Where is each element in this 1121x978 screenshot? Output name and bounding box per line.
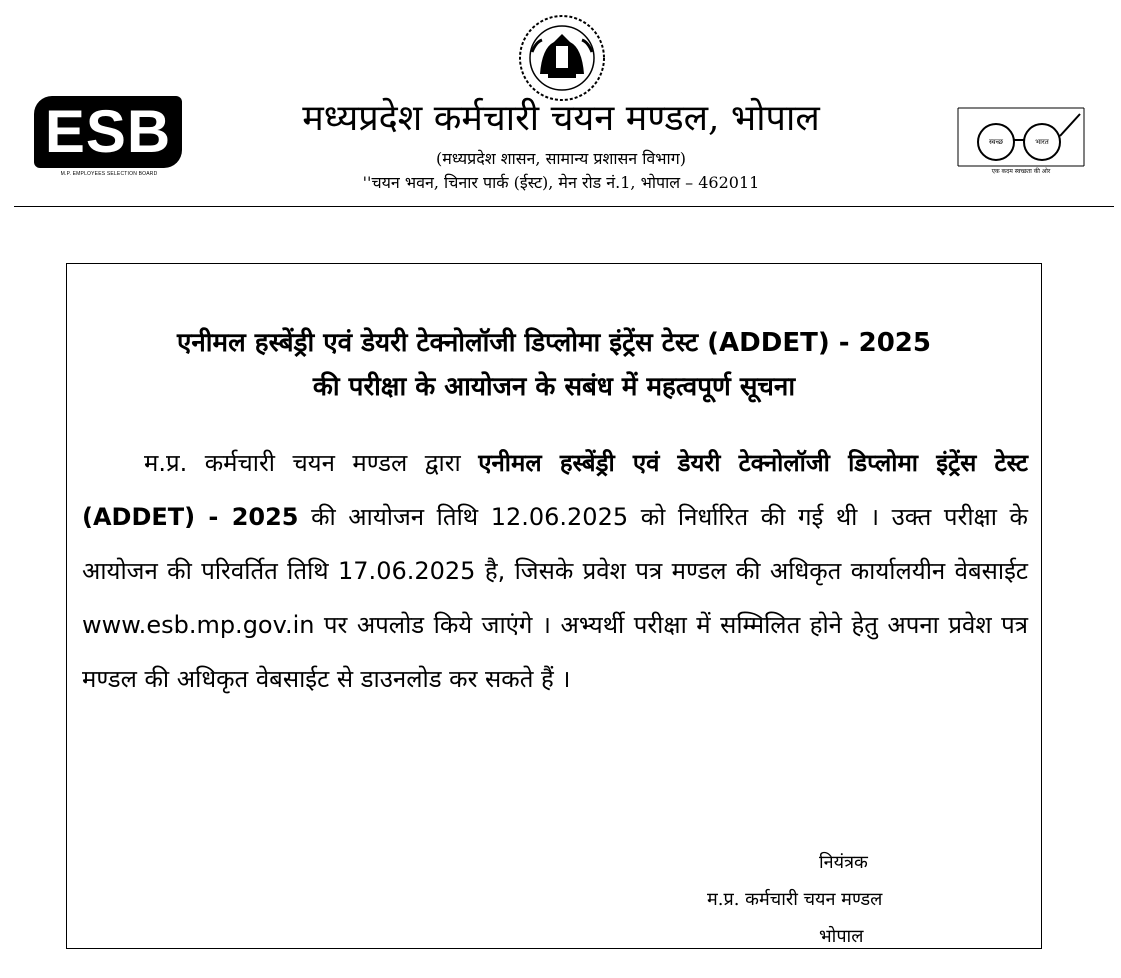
swachh-right-text: भारत — [1035, 138, 1049, 146]
header-divider — [14, 206, 1114, 207]
notice-box — [66, 263, 1042, 949]
esb-logo — [34, 96, 184, 186]
signature-city: भोपाल — [819, 926, 864, 947]
swachh-bharat-logo — [956, 106, 1086, 188]
notice-headline-line1: एनीमल हस्बेंड्री एवं डेयरी टेक्नोलॉजी डिप्लोमा इंट्रेंस टेस्ट (ADDET) - 2025 — [177, 328, 931, 358]
organization-department: (मध्यप्रदेश शासन, सामान्य प्रशासन विभाग) — [436, 149, 686, 168]
signature-designation: नियंत्रक — [819, 852, 868, 873]
esb-logo-mark: ESB — [34, 96, 182, 168]
organization-title: मध्यप्रदेश कर्मचारी चयन मण्डल, भोपाल — [302, 98, 820, 139]
notice-headline — [67, 321, 1041, 409]
organization-address: ''चयन भवन, चिनार पार्क (ईस्ट), मेन रोड नं.1, भोपाल – 462011 — [362, 173, 760, 192]
state-emblem-icon — [512, 12, 612, 104]
swachh-left-text: स्वच्छ — [988, 138, 1004, 146]
swachh-bharat-glasses-icon — [956, 106, 1086, 168]
notice-headline-line2: की परीक्षा के आयोजन के सबंध में महत्वपूर्ण सूचना — [312, 372, 796, 402]
notice-body — [82, 436, 1028, 706]
signature-organization: म.प्र. कर्मचारी चयन मण्डल — [707, 889, 883, 910]
signature-block — [707, 844, 1027, 955]
notice-body-intro: म.प्र. कर्मचारी चयन मण्डल द्वारा — [144, 449, 479, 477]
letterhead — [0, 0, 1121, 215]
esb-logo-tagline: M.P. EMPLOYEES SELECTION BOARD — [60, 171, 158, 177]
notice-body-exam-name: एनीमल हस्बेंड्री एवं डेयरी टेक्नोलॉजी डिप्लोमा इंट्रेंस टेस्ट (ADDET) - 2025 — [82, 449, 1029, 531]
notice-body-details: की आयोजन तिथि 12.06.2025 को निर्धारित की गई थी । उक्त परीक्षा के आयोजन की परिवर्तित तिथि 17.06.2025 है, जिसके प्रवेश पत्र मण्डल की अधिकृत कार्यालयीन वेबसाईट www.esb.mp.gov.in पर अपलोड किये जाएंगे । अभ्यर्थी परीक्षा में सम्मिलित होने हेतु अपना प्रवेश पत्र मण्डल की अधिकृत वेबसाईट से डाउनलोड कर सकते हैं । — [82, 503, 1028, 693]
swachh-caption: एक कदम स्वच्छता की ओर — [991, 168, 1051, 175]
